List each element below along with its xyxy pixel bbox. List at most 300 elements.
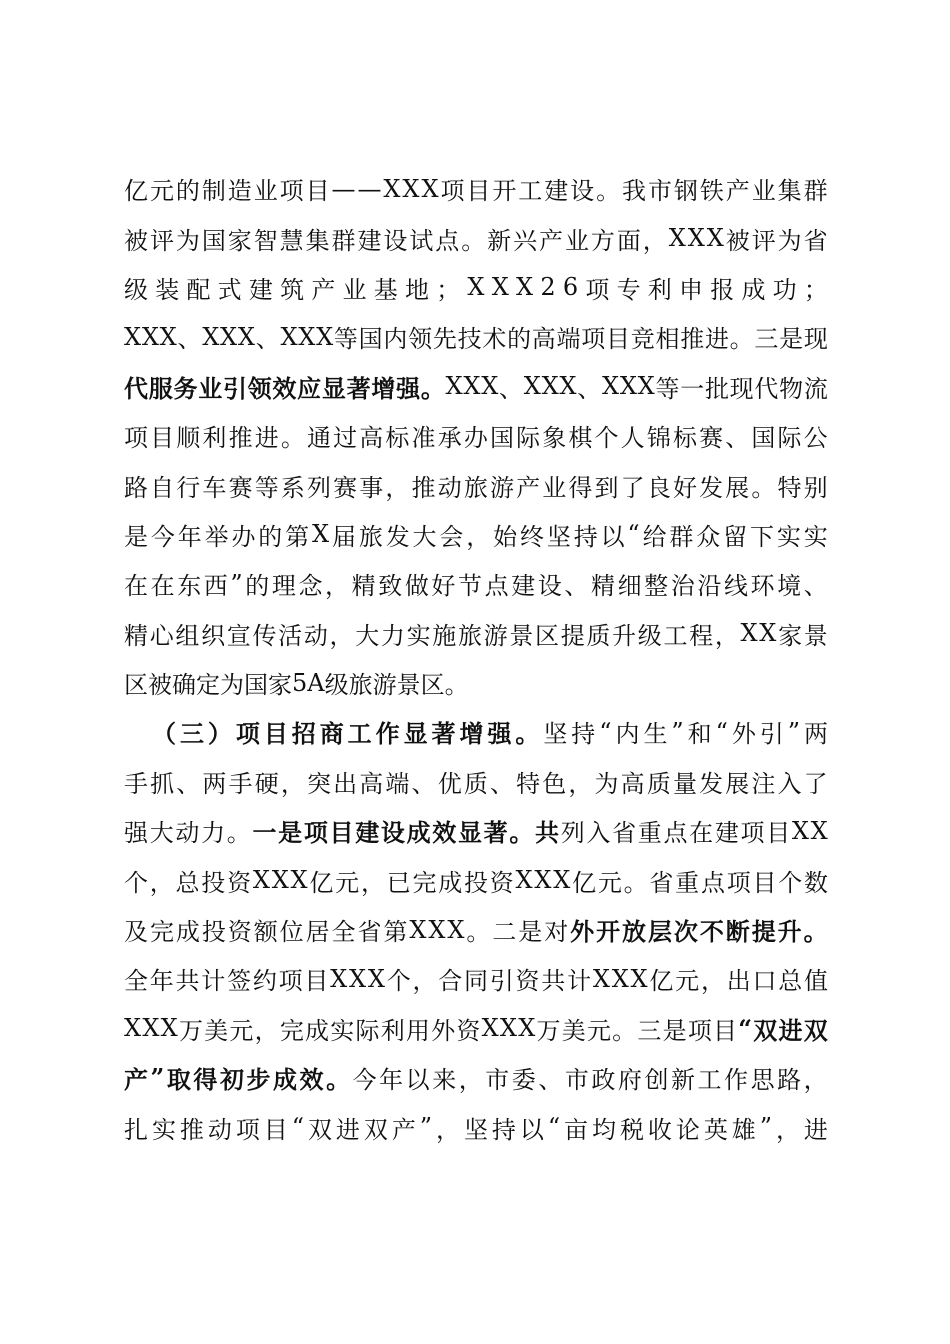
text-char: 亿 <box>572 868 597 897</box>
text-char: 外 <box>431 1016 456 1045</box>
text-char: 以 <box>405 1066 430 1095</box>
text-char: 初 <box>219 1065 244 1095</box>
text-char: 元 <box>586 1016 611 1045</box>
text-char: 6 <box>562 273 579 302</box>
text-char: X <box>518 1014 536 1043</box>
text-char: 发 <box>385 522 410 551</box>
text-char: （ <box>152 719 176 749</box>
text-char: 重 <box>675 868 700 897</box>
text-char: 扎 <box>124 1115 148 1144</box>
text-char: 推 <box>179 1115 204 1144</box>
text-char: 市 <box>485 1066 510 1095</box>
text-char: 收 <box>647 1115 672 1144</box>
text-char: 线 <box>723 572 748 601</box>
text-char: 以 <box>519 1115 544 1144</box>
text-char: 群 <box>331 226 356 255</box>
text-char: 精 <box>351 572 376 601</box>
text-char: X <box>330 964 348 993</box>
text-char: 万 <box>178 1016 203 1045</box>
text-char: 始 <box>493 522 518 551</box>
text-char: 成 <box>406 818 431 848</box>
text-char: 区 <box>420 671 445 700</box>
text-char: 手 <box>124 769 148 798</box>
text-char: 治 <box>670 572 695 601</box>
text-char: “ <box>715 717 728 746</box>
text-char: 好 <box>672 473 697 502</box>
text-char: 项 <box>585 275 610 304</box>
text-char: 实 <box>803 522 828 551</box>
text-char: 棋 <box>568 424 593 453</box>
text-char: 大 <box>149 819 174 848</box>
text-char: 的 <box>245 572 270 601</box>
text-char: 、 <box>803 572 828 601</box>
text-char: X <box>447 915 465 944</box>
text-char: 进 <box>704 325 729 354</box>
text-char: 著 <box>431 719 456 749</box>
text-char: 在 <box>150 572 175 601</box>
text-char: 好 <box>431 572 456 601</box>
text-char: 动 <box>207 1115 232 1144</box>
text-char: 色 <box>542 769 567 798</box>
text-char: 利 <box>202 424 227 453</box>
text-char: ， <box>714 621 739 650</box>
text-char: 持 <box>571 720 596 749</box>
text-char: 评 <box>149 226 174 255</box>
text-char: 点 <box>663 819 688 848</box>
text-char: 领 <box>247 373 272 403</box>
text-char: X <box>142 1014 160 1043</box>
text-char: 开 <box>596 917 621 947</box>
text-char: 是 <box>518 918 543 947</box>
text-char: 共 <box>535 818 559 848</box>
text-char: 项 <box>235 719 260 749</box>
text-char: 数 <box>804 868 828 897</box>
text-char: 英 <box>703 1115 728 1144</box>
text-char: 出 <box>333 769 358 798</box>
text-char: 在 <box>124 572 148 601</box>
text-char: 高 <box>359 769 384 798</box>
text-char: X <box>348 964 367 993</box>
text-char: 术 <box>482 325 507 354</box>
text-char: ， <box>568 769 593 798</box>
text-char: 亿 <box>124 177 148 206</box>
text-char: 个 <box>778 868 803 897</box>
text-char: 旅 <box>348 671 373 700</box>
text-char: 评 <box>751 226 776 255</box>
text-char: 元 <box>149 177 174 206</box>
text-line <box>124 510 828 559</box>
text-char: 坚 <box>543 720 568 749</box>
text-char: 省 <box>803 226 828 255</box>
text-char: 沿 <box>697 572 722 601</box>
text-char: 批 <box>704 374 729 403</box>
text-char: 过 <box>333 424 358 453</box>
text-char: 先 <box>432 325 457 354</box>
text-char: 应 <box>297 373 322 403</box>
text-char: 美 <box>561 1016 586 1045</box>
text-char: 亿 <box>649 967 674 996</box>
text-char: 效 <box>432 818 457 848</box>
text-char: 功 <box>772 275 797 304</box>
text-char: 进 <box>803 1115 828 1144</box>
text-char: X <box>421 174 439 203</box>
text-char: 节 <box>458 572 482 601</box>
text-char: X <box>445 372 463 401</box>
text-char: ， <box>149 868 174 897</box>
text-char: 目 <box>263 1115 288 1144</box>
text-char: 双 <box>307 1115 332 1144</box>
text-char: 西 <box>203 572 228 601</box>
text-char: 项 <box>124 424 148 453</box>
text-char: 点 <box>484 572 509 601</box>
text-char: 显 <box>403 719 428 749</box>
text-char: 2 <box>540 273 556 302</box>
text-char: 地 <box>404 275 429 304</box>
text-char: 层 <box>647 917 672 947</box>
text-char: 共 <box>175 967 200 996</box>
text-char: 实 <box>776 522 801 551</box>
text-char: X <box>298 322 316 351</box>
text-char: 产 <box>391 1115 416 1144</box>
text-char: 申 <box>679 275 703 304</box>
text-line <box>124 757 828 806</box>
text-char: 质 <box>586 621 611 650</box>
text-char: 制 <box>201 177 226 206</box>
text-char: X <box>611 964 629 993</box>
text-char: ， <box>436 1115 460 1144</box>
text-char: 。 <box>226 819 251 848</box>
text-char: 签 <box>227 967 252 996</box>
text-char: 别 <box>803 473 828 502</box>
text-char: 推 <box>228 424 253 453</box>
text-char: 资 <box>515 967 540 996</box>
text-char: 设 <box>380 818 405 848</box>
text-char: 了 <box>803 769 828 798</box>
text-char: X <box>810 816 828 845</box>
text-char: 筑 <box>280 275 305 304</box>
text-char: 完 <box>412 868 437 897</box>
text-line <box>124 1004 828 1053</box>
text-char: 全 <box>331 918 356 947</box>
text-char: 强 <box>124 819 148 848</box>
text-char: 的 <box>258 522 283 551</box>
text-char: 是 <box>779 325 804 354</box>
text-char: 级 <box>124 275 148 304</box>
text-char: 项 <box>687 1016 712 1045</box>
text-char: 放 <box>622 917 647 947</box>
text-char: ， <box>325 572 350 601</box>
text-char: 特 <box>516 769 541 798</box>
text-char: X <box>280 322 298 351</box>
text-char: 终 <box>519 522 544 551</box>
text-char: 为 <box>777 226 802 255</box>
text-char: 额 <box>253 918 278 947</box>
text-char: 赛 <box>333 473 358 502</box>
text-char: 集 <box>777 177 802 206</box>
text-char: X <box>491 273 509 302</box>
text-char: 发 <box>699 769 724 798</box>
text-char: 、 <box>411 769 436 798</box>
text-char: A <box>307 668 325 697</box>
text-char: 双 <box>753 1015 778 1045</box>
text-char: 注 <box>751 769 776 798</box>
text-char: 下 <box>750 522 774 551</box>
text-char: 及 <box>124 918 148 947</box>
text-char: 强 <box>396 373 421 403</box>
text-char: 增 <box>371 373 396 403</box>
text-char: X <box>516 273 534 302</box>
text-char: 点 <box>700 868 725 897</box>
text-char: 业 <box>542 473 567 502</box>
text-char: 引 <box>759 720 784 749</box>
text-char: 工 <box>518 177 543 206</box>
text-char: 准 <box>411 424 436 453</box>
text-char: 精 <box>590 572 615 601</box>
text-char: 资 <box>227 868 252 897</box>
text-char: 理 <box>271 572 296 601</box>
text-char: 产 <box>539 226 563 255</box>
text-char: ” <box>150 1063 165 1093</box>
text-char: 手 <box>228 769 253 798</box>
text-char: 外 <box>570 917 595 947</box>
text-char: 显 <box>457 818 482 848</box>
text-char: 产 <box>124 1065 148 1095</box>
text-char: X <box>592 964 610 993</box>
text-char: X <box>124 322 142 351</box>
text-char: 标 <box>385 424 410 453</box>
text-char: 到 <box>594 473 619 502</box>
text-char: 面 <box>616 226 641 255</box>
text-char: 计 <box>567 967 592 996</box>
text-char: 成 <box>741 275 766 304</box>
text-char: ， <box>280 769 305 798</box>
text-char: 方 <box>590 226 615 255</box>
text-char: 亿 <box>309 868 334 897</box>
text-char: 不 <box>699 917 724 947</box>
text-char: 抓 <box>150 769 175 798</box>
text-char: 计 <box>201 967 226 996</box>
text-char: — <box>331 174 356 203</box>
text-char: 列 <box>560 819 585 848</box>
text-char: ” <box>230 569 243 598</box>
text-char: 宣 <box>226 621 251 650</box>
text-char: 工 <box>697 1066 722 1095</box>
text-char: 代 <box>754 374 779 403</box>
text-char: 总 <box>778 967 803 996</box>
text-char: 引 <box>489 967 514 996</box>
text-char: X <box>124 1014 142 1043</box>
text-char: 。 <box>612 1016 637 1045</box>
text-line <box>124 1102 828 1151</box>
text-char: 代 <box>124 373 148 403</box>
text-char: 项 <box>303 818 328 848</box>
text-char: ， <box>254 1016 279 1045</box>
text-char: 个 <box>386 967 411 996</box>
text-char: 项 <box>581 325 606 354</box>
text-char: 进 <box>335 1115 360 1144</box>
text-char: 约 <box>252 967 277 996</box>
text-char: 成 <box>175 918 200 947</box>
text-char: 。 <box>326 1065 351 1095</box>
text-line <box>124 806 828 855</box>
text-char: 给 <box>642 522 667 551</box>
text-char: 了 <box>620 473 645 502</box>
text-char: 建 <box>714 819 739 848</box>
text-char: 的 <box>507 325 532 354</box>
text-char: 生 <box>643 720 668 749</box>
text-char: 是 <box>662 1016 687 1045</box>
text-char: 质 <box>463 769 488 798</box>
text-char: 省 <box>649 868 674 897</box>
text-char: 流 <box>803 374 828 403</box>
text-char: 出 <box>726 967 751 996</box>
text-char: 元 <box>229 1016 254 1045</box>
text-line <box>124 362 828 411</box>
text-char: 。 <box>515 719 540 749</box>
text-char: 商 <box>319 719 344 749</box>
text-char: 办 <box>231 522 256 551</box>
text-char: X <box>290 866 308 895</box>
text-char: 装 <box>155 275 180 304</box>
text-char: ， <box>642 226 667 255</box>
text-char: 均 <box>592 1115 616 1144</box>
text-char: 服 <box>148 373 173 403</box>
text-line <box>124 855 828 904</box>
text-char: 进 <box>254 424 279 453</box>
text-char: 得 <box>193 1065 218 1095</box>
text-char: X <box>220 322 238 351</box>
text-char: 。 <box>280 424 305 453</box>
text-char: 万 <box>536 1016 561 1045</box>
text-char: X <box>534 866 552 895</box>
text-char: 目 <box>150 424 175 453</box>
text-char: 群 <box>803 177 828 206</box>
text-char: 目 <box>329 818 354 848</box>
text-char: 铁 <box>699 177 724 206</box>
text-char: 引 <box>222 373 247 403</box>
text-char: X <box>687 224 705 253</box>
text-char: 景 <box>803 621 828 650</box>
text-char: 举 <box>204 522 229 551</box>
text-char: ” <box>671 717 684 746</box>
text-char: ， <box>700 967 725 996</box>
text-char: 。 <box>466 918 491 947</box>
text-char: 市 <box>564 1066 589 1095</box>
text-char: 公 <box>803 424 828 453</box>
text-char: ” <box>419 1113 433 1142</box>
text-char: 增 <box>459 719 484 749</box>
text-char: 提 <box>751 917 776 947</box>
text-char: 优 <box>437 769 462 798</box>
text-char: 技 <box>457 325 482 354</box>
text-char: 两 <box>803 720 828 749</box>
text-char: X <box>706 224 724 253</box>
text-char: 用 <box>405 1016 430 1045</box>
text-char: 路 <box>124 473 148 502</box>
text-char: 试 <box>409 226 434 255</box>
text-char: ， <box>360 868 385 897</box>
text-char: 入 <box>777 769 802 798</box>
text-char: X <box>237 322 255 351</box>
text-char: 智 <box>253 226 278 255</box>
text-char: 旅 <box>457 621 482 650</box>
text-char: 级 <box>324 671 349 700</box>
text-char: 利 <box>380 1016 405 1045</box>
text-char: 配 <box>186 275 211 304</box>
text-char: 心 <box>149 621 174 650</box>
text-char: 被 <box>725 226 750 255</box>
text-char: 质 <box>646 769 671 798</box>
text-char: X <box>271 866 289 895</box>
text-char: 高 <box>531 325 556 354</box>
text-char: 展 <box>725 769 750 798</box>
text-char: 利 <box>647 275 672 304</box>
text-char: 建 <box>248 275 273 304</box>
text-char: 细 <box>617 572 642 601</box>
text-char: 市 <box>647 177 672 206</box>
text-char: 资 <box>489 868 514 897</box>
text-char: 实 <box>330 1016 355 1045</box>
text-char: 作 <box>375 719 400 749</box>
text-char: 赛 <box>699 424 724 453</box>
text-char: 家 <box>268 671 292 700</box>
text-char: 展 <box>725 473 750 502</box>
text-char: 国 <box>244 671 268 700</box>
text-char: X <box>668 224 686 253</box>
text-char: 会 <box>439 522 464 551</box>
text-char: 全 <box>124 967 148 996</box>
text-char: 项 <box>726 868 751 897</box>
text-char: 三 <box>179 719 204 749</box>
text-char: 坚 <box>463 1115 488 1144</box>
text-char: 环 <box>750 572 775 601</box>
text-char: X <box>523 372 541 401</box>
text-char: 效 <box>272 373 297 403</box>
text-char: 双 <box>363 1115 388 1144</box>
text-char: 竞 <box>630 325 655 354</box>
text-char: X <box>252 866 270 895</box>
text-char: 钢 <box>673 177 698 206</box>
text-char: 项 <box>279 177 304 206</box>
text-line <box>124 411 828 460</box>
text-char: 事 <box>359 473 384 502</box>
text-char: 届 <box>331 522 356 551</box>
text-char: 游 <box>489 473 514 502</box>
text-char: 新 <box>487 226 512 255</box>
text-char: 升 <box>777 917 802 947</box>
text-char: 系 <box>280 473 305 502</box>
text-char: 口 <box>752 967 777 996</box>
text-char: 的 <box>175 177 200 206</box>
text-char: 著 <box>483 818 508 848</box>
text-line <box>124 1053 828 1102</box>
text-char: 基 <box>373 275 398 304</box>
text-char: 完 <box>279 1016 304 1045</box>
text-char: 动 <box>303 621 328 650</box>
text-char: ， <box>458 1066 483 1095</box>
text-char: 内 <box>383 325 408 354</box>
text-char: 双 <box>803 1015 828 1045</box>
text-char: 国 <box>489 424 514 453</box>
text-char: 象 <box>542 424 567 453</box>
text-char: 实 <box>151 1115 176 1144</box>
text-char: X <box>791 816 809 845</box>
text-char: 车 <box>202 473 227 502</box>
text-char: 国 <box>201 226 226 255</box>
text-char: 东 <box>177 572 202 601</box>
text-char: 产 <box>516 473 541 502</box>
text-char: X <box>367 964 385 993</box>
